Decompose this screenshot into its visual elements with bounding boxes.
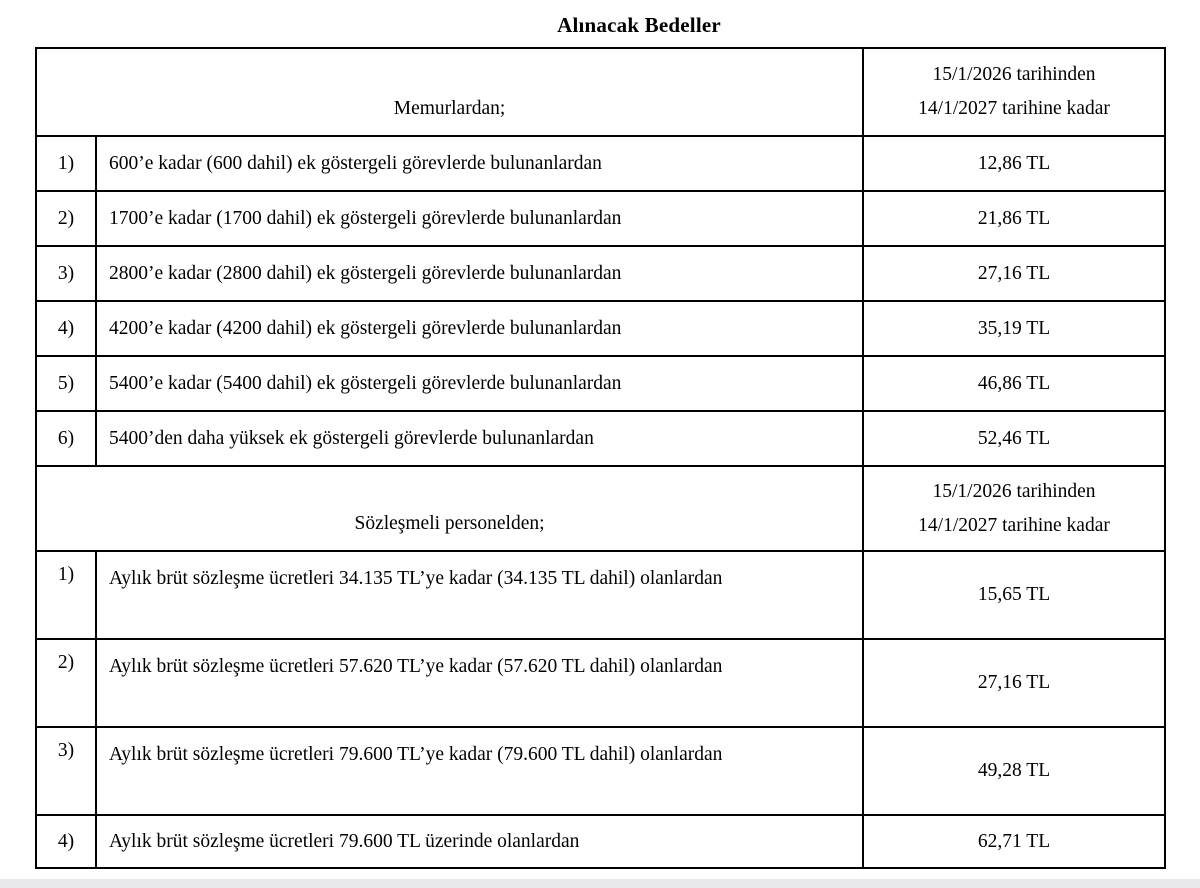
row-description: Aylık brüt sözleşme ücretleri 34.135 TL’ye kadar (34.135 TL dahil) olanlardan — [96, 551, 863, 639]
row-description: 2800’e kadar (2800 dahil) ek göstergeli görevlerde bulunanlardan — [96, 246, 863, 301]
table-row — [36, 246, 1165, 301]
period-line-1: 15/1/2026 tarihinden — [932, 64, 1096, 85]
row-amount: 27,16 TL — [863, 246, 1165, 301]
period-header — [863, 466, 1165, 551]
table-row — [36, 191, 1165, 246]
row-number: 2) — [36, 639, 96, 727]
table-row — [36, 639, 1165, 727]
section-header-label: Sözleşmeli personelden; — [36, 466, 863, 551]
row-amount: 52,46 TL — [863, 411, 1165, 466]
row-description: 5400’den daha yüksek ek göstergeli görevlerde bulunanlardan — [96, 411, 863, 466]
row-description: 600’e kadar (600 dahil) ek göstergeli görevlerde bulunanlardan — [96, 136, 863, 191]
row-amount: 12,86 TL — [863, 136, 1165, 191]
row-amount: 21,86 TL — [863, 191, 1165, 246]
period-line-2: 14/1/2027 tarihine kadar — [918, 514, 1110, 536]
row-description: Aylık brüt sözleşme ücretleri 57.620 TL’ye kadar (57.620 TL dahil) olanlardan — [96, 639, 863, 727]
row-amount: 15,65 TL — [863, 551, 1165, 639]
row-number: 4) — [36, 815, 96, 868]
row-number: 5) — [36, 356, 96, 411]
period-header — [863, 48, 1165, 136]
table-row — [36, 551, 1165, 639]
row-number: 3) — [36, 246, 96, 301]
fees-table — [35, 47, 1166, 869]
row-number: 2) — [36, 191, 96, 246]
section-header-row — [36, 466, 1165, 551]
section-header-row — [36, 48, 1165, 136]
table-row — [36, 815, 1165, 868]
row-amount: 46,86 TL — [863, 356, 1165, 411]
page-title: Alınacak Bedeller — [557, 13, 721, 37]
row-description: Aylık brüt sözleşme ücretleri 79.600 TL’ye kadar (79.600 TL dahil) olanlardan — [96, 727, 863, 815]
section-header-label: Memurlardan; — [36, 48, 863, 136]
row-number: 4) — [36, 301, 96, 356]
row-amount: 27,16 TL — [863, 639, 1165, 727]
row-amount: 35,19 TL — [863, 301, 1165, 356]
row-amount: 49,28 TL — [863, 727, 1165, 815]
row-description: 5400’e kadar (5400 dahil) ek göstergeli görevlerde bulunanlardan — [96, 356, 863, 411]
row-number: 3) — [36, 727, 96, 815]
period-line-1: 15/1/2026 tarihinden — [932, 480, 1096, 502]
row-amount: 62,71 TL — [863, 815, 1165, 868]
row-description: Aylık brüt sözleşme ücretleri 79.600 TL üzerinde olanlardan — [96, 815, 863, 868]
row-description: 4200’e kadar (4200 dahil) ek göstergeli görevlerde bulunanlardan — [96, 301, 863, 356]
table-row — [36, 356, 1165, 411]
table-row — [36, 727, 1165, 815]
table-row — [36, 411, 1165, 466]
row-number: 6) — [36, 411, 96, 466]
row-number: 1) — [36, 551, 96, 639]
row-description: 1700’e kadar (1700 dahil) ek göstergeli görevlerde bulunanlardan — [96, 191, 863, 246]
period-line-2: 14/1/2027 tarihine kadar — [918, 98, 1110, 119]
table-row — [36, 301, 1165, 356]
table-row — [36, 136, 1165, 191]
row-number: 1) — [36, 136, 96, 191]
page-bottom-edge — [0, 879, 1200, 888]
